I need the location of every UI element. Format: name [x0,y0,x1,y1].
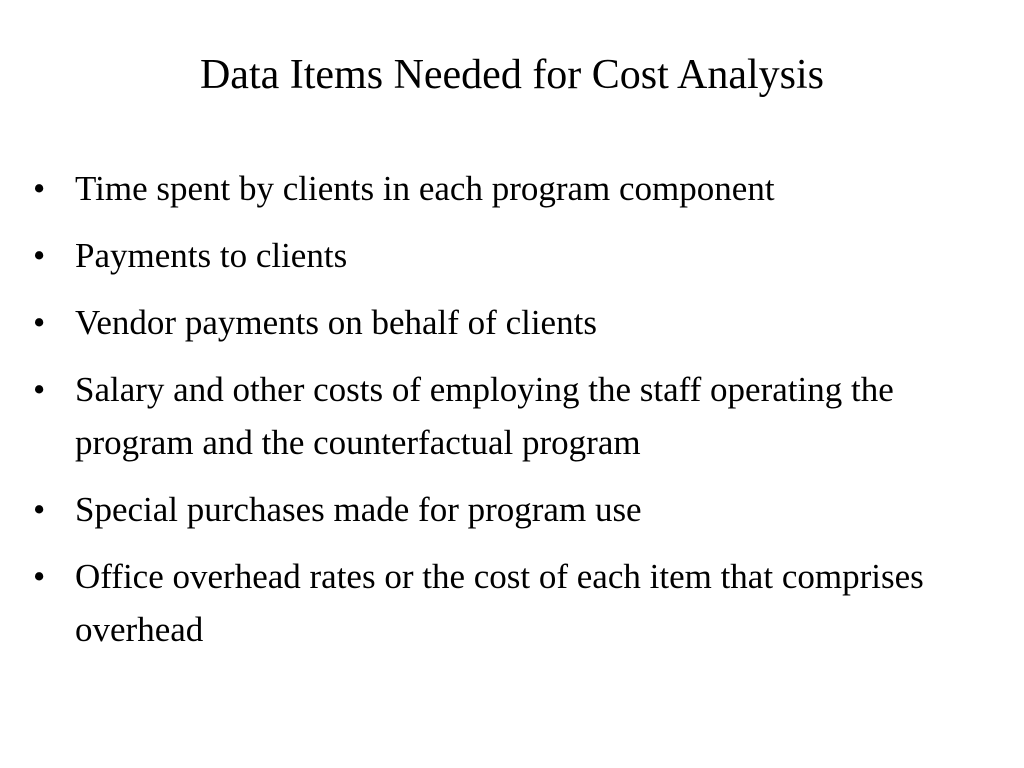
bullet-item [30,550,1005,656]
bullet-icon: • [33,303,46,342]
bullet-list [30,162,1005,670]
bullet-text: Vendor payments on behalf of clients [75,303,597,342]
bullet-item [30,229,1005,282]
bullet-item [30,363,1005,469]
bullet-text: Salary and other costs of employing the staff operating the program and the counterfactual program [75,370,894,462]
bullet-icon: • [33,370,46,409]
bullet-icon: • [33,490,46,529]
bullet-item [30,162,1005,215]
bullet-icon: • [33,557,46,596]
bullet-text: Special purchases made for program use [75,490,642,529]
bullet-item [30,296,1005,349]
bullet-item [30,483,1005,536]
bullet-icon: • [33,236,46,275]
bullet-text: Office overhead rates or the cost of each item that comprises overhead [75,557,924,649]
slide-title: Data Items Needed for Cost Analysis [199,52,825,98]
bullet-icon: • [33,169,46,208]
bullet-text: Time spent by clients in each program component [75,169,775,208]
bullet-text: Payments to clients [75,236,348,275]
